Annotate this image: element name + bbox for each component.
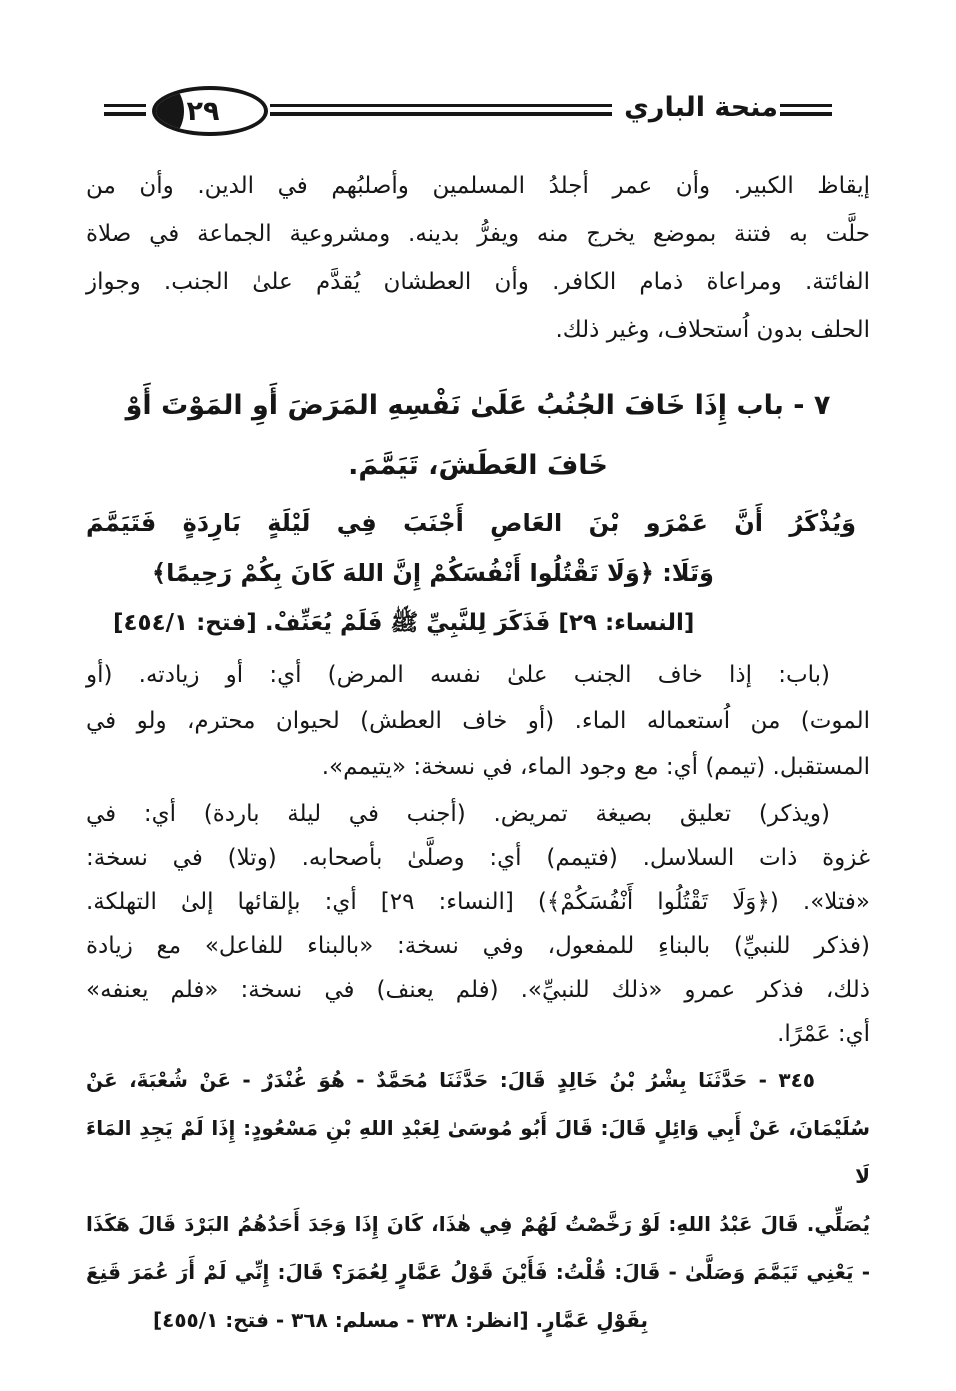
intro-paragraph (86, 162, 870, 354)
hadith-line: - يَعْنِي تَيَمَّمَ وَصَلَّىٰ - قَالَ: قُلْتُ: فَأَيْنَ قَوْلُ عَمَّارٍ لِعُمَرَ؟ قَالَ: إِنِّي لَمْ أَرَ عُمَرَ قَنِعَ (86, 1260, 870, 1284)
commentary-line: «فتلا». (﴿وَلَا تَقْتُلُوا أَنْفُسَكُمْ﴾) [النساء: ٢٩] أي: بإلقائها إلىٰ التهلكة. (86, 889, 870, 915)
commentary-paragraph-2 (86, 792, 870, 1056)
commentary-line: الموت) من اُستعماله الماء. (أو خاف العطش) لحيوان محترم، ولو في (86, 708, 870, 734)
hadith-reference-line: بِقَوْلِ عَمَّارٍ. [انظر: ٣٣٨ - مسلم: ٣٦٨ - فتح: ٤٥٥/١] (153, 1308, 648, 1332)
hadith-paragraph (86, 1056, 870, 1344)
page-number: ٢٩ (186, 95, 220, 127)
quran-verse-line: وَتَلَا: ﴿وَلَا تَقْتُلُوا أَنْفُسَكُمْ إِنَّ اللهَ كَانَ بِكُمْ رَحِيمًا﴾ (152, 559, 714, 587)
commentary-line: غزوة ذات السلاسل. (فتيمم) أي: وصلَّىٰ بأصحابه. (وتلا) في نسخة: (86, 845, 870, 871)
commentary-line: المستقبل. (تيمم) أي: مع وجود الماء، في نسخة: «يتيمم». (321, 754, 870, 780)
hadith-line: يُصَلِّي. قَالَ عَبْدُ اللهِ: لَوْ رَخَّصْتُ لَهُمْ فِي هٰذَا، كَانَ إِذَا وَجَدَ أَحَدُهُمُ البَرْدَ قَالَ هَكَذَا (86, 1212, 870, 1236)
muallaq-narration (86, 498, 870, 648)
intro-line: حلَّت به فتنة بموضع يخرج منه ويفرُّ بدينه. ومشروعية الجماعة في صلاة (86, 221, 870, 247)
hadith-line: ٣٤٥ - حَدَّثَنَا بِشْرُ بْنُ خَالِدٍ قَالَ: حَدَّثَنَا مُحَمَّدٌ - هُوَ غُنْدَرٌ - عَنْ شُعْبَةَ، عَنْ (86, 1068, 815, 1092)
header-rule-main (270, 104, 612, 116)
commentary-paragraph-1 (86, 652, 870, 790)
hadith-line: سُلَيْمَانَ، عَنْ أَبِي وَائِلٍ قَالَ: قَالَ أَبُو مُوسَىٰ لِعَبْدِ اللهِ بْنِ مَسْعُودٍ: إِذَا لَمْ يَجِدِ المَاءَ لَا (86, 1116, 870, 1188)
intro-line: إيقاظ الكبير. وأن عمر أجلدُ المسلمين وأصلبُهم في الدين. وأن من (86, 173, 870, 199)
commentary-line: ذلك، فذكر عمرو «ذلك للنبيِّ». (فلم يعنف) في نسخة: «فلم يعنفه» (86, 977, 870, 1003)
header-rule-left-cap (104, 104, 146, 116)
header-rule-right-cap (780, 104, 832, 116)
page-number-oval (152, 86, 268, 136)
chapter-heading (86, 376, 870, 496)
chapter-heading-line: خَافَ العَطَشَ، تَيَمَّمَ. (348, 450, 608, 481)
intro-line: الحلف بدون اُستحلاف، وغير ذلك. (555, 317, 870, 343)
chapter-heading-line: ٧ - باب إِذَا خَافَ الجُنُبُ عَلَىٰ نَفْسِهِ المَرَضَ أَوِ المَوْتَ أَوْ (125, 390, 831, 421)
commentary-line: أي: عَمْرًا. (777, 1021, 870, 1047)
muallaq-line: وَيُذْكَرُ أَنَّ عَمْرَو بْنَ العَاصِ أَجْنَبَ فِي لَيْلَةٍ بَارِدَةٍ فَتَيَمَّمَ (86, 509, 856, 537)
citation-line: [النساء: ٢٩] فَذَكَرَ لِلنَّبِيِّ ﷺ فَلَمْ يُعَنِّفْ. [فتح: ٤٥٤/١] (113, 610, 695, 636)
book-title: منحة الباري (624, 92, 778, 123)
commentary-line: (فذكر للنبيِّ) بالبناءِ للمفعول، وفي نسخة: «بالبناء للفاعل» مع زيادة (86, 933, 870, 959)
commentary-line: (ويذكر) تعليق بصيغة تمريض. (أجنب في ليلة باردة) أي: في (86, 801, 830, 827)
intro-line: الفائتة. ومراعاة ذمام الكافر. وأن العطشان يُقدَّم علىٰ الجنب. وجواز (86, 269, 870, 295)
commentary-line: (باب: إذا خاف الجنب علىٰ نفسه المرض) أي: أو زيادته. (أو (86, 662, 830, 688)
